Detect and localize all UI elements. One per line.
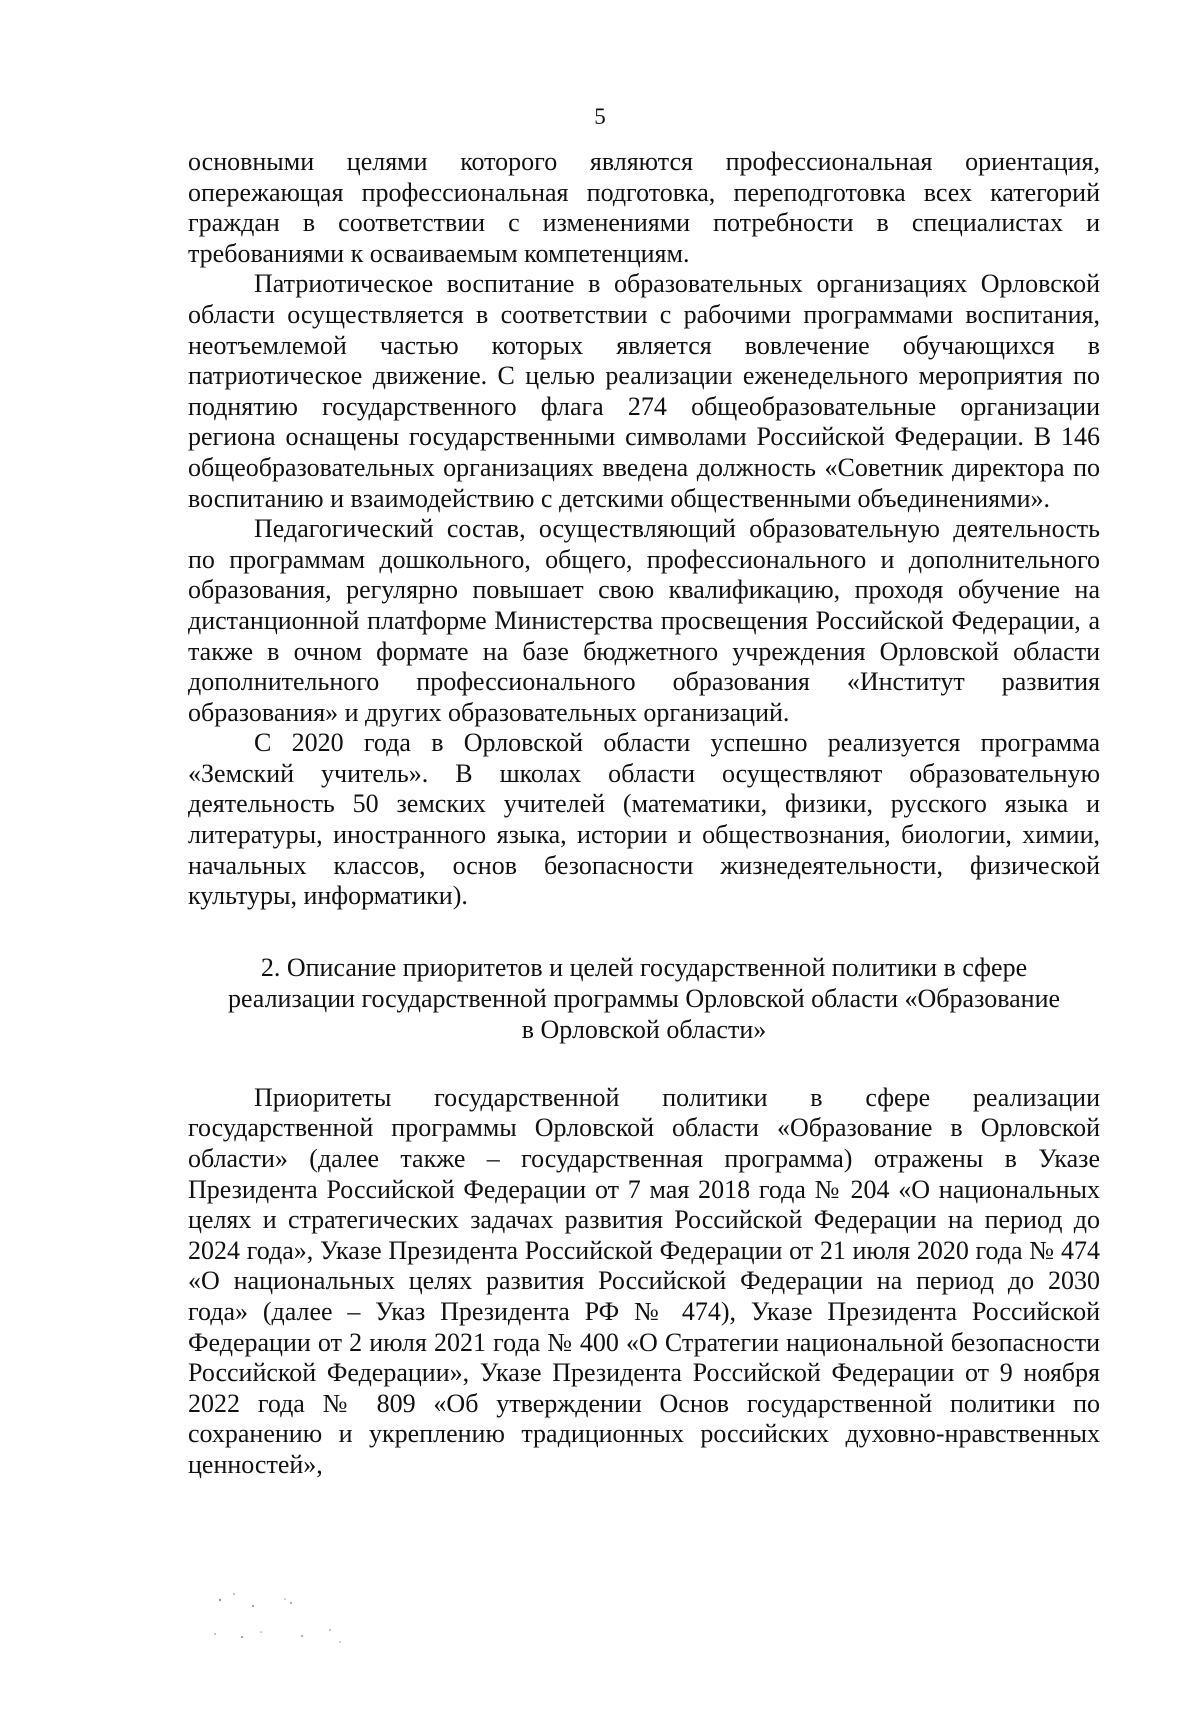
- paragraph-teaching-staff: Педагогический состав, осуществляющий образовательную деятельность по программам дошкольного, общего, профессионального и дополнительного образования, регулярно повышает свою квалификацию, проходя обучение на дистанционной платформе Министерства просвещения Российской Федерации, а также в очном формате на базе бюджетного учреждения Орловской области дополнительного профессионального образования «Институт развития образования» и других образовательных организаций.: [188, 514, 1100, 727]
- paragraph-continuation: основными целями которого являются профессиональная ориентация, опережающая профессиональная подготовка, переподготовка всех категорий граждан в соответствии с изменениями потребности в специалистах и требованиями к осваиваемым компетенциям.: [188, 147, 1100, 268]
- section-heading-line-1: 2. Описание приоритетов и целей государственной политики в сфере: [260, 952, 1028, 982]
- scan-noise-specks: [190, 1580, 410, 1660]
- paragraph-priorities: Приоритеты государственной политики в сфере реализации государственной программы Орловской области «Образование в Орловской области» (далее также – государственная программа) отражены в Указе Президента Российской Федерации от 7 мая 2018 года № 204 «О национальных целях и стратегических задачах развития Российской Федерации на период до 2024 года», Указе Президента Российской Федерации от 21 июля 2020 года № 474 «О национальных целях развития Российской Федерации на период до 2030 года» (далее – Указ Президента РФ № 474), Указе Президента Российской Федерации от 2 июля 2021 года № 400 «О Стратегии национальной безопасности Российской Федерации», Указе Президента Российской Федерации от 9 ноября 2022 года № 809 «Об утверждении Основ государственной политики по сохранению и укреплению традиционных российских духовно-нравственных ценностей»,: [188, 1082, 1100, 1479]
- document-body: [188, 147, 1100, 1481]
- paragraph-patriotic-education: Патриотическое воспитание в образовательных организациях Орловской области осуществляется в соответствии с рабочими программами воспитания, неотъемлемой частью которых является вовлечение обучающихся в патриотическое движение. С целью реализации еженедельного мероприятия по поднятию государственного флага 274 общеобразовательные организации региона оснащены государственными символами Российской Федерации. В 146 общеобразовательных организациях введена должность «Советник директора по воспитанию и взаимодействию с детскими общественными объединениями».: [188, 269, 1100, 513]
- section-heading-line-2: реализации государственной программы Орловской области «Образование: [227, 983, 1061, 1013]
- section-heading-line-3: в Орловской области»: [521, 1014, 767, 1044]
- page-number: 5: [594, 104, 606, 129]
- paragraph-zemsky-teacher: С 2020 года в Орловской области успешно реализуется программа «Земский учитель». В школах области осуществляют образовательную деятельность 50 земских учителей (математики, физики, русского языка и литературы, иностранного языка, истории и обществознания, биологии, химии, начальных классов, основ безопасности жизнедеятельности, физической культуры, информатики).: [188, 728, 1100, 911]
- section-heading: [188, 952, 1100, 1045]
